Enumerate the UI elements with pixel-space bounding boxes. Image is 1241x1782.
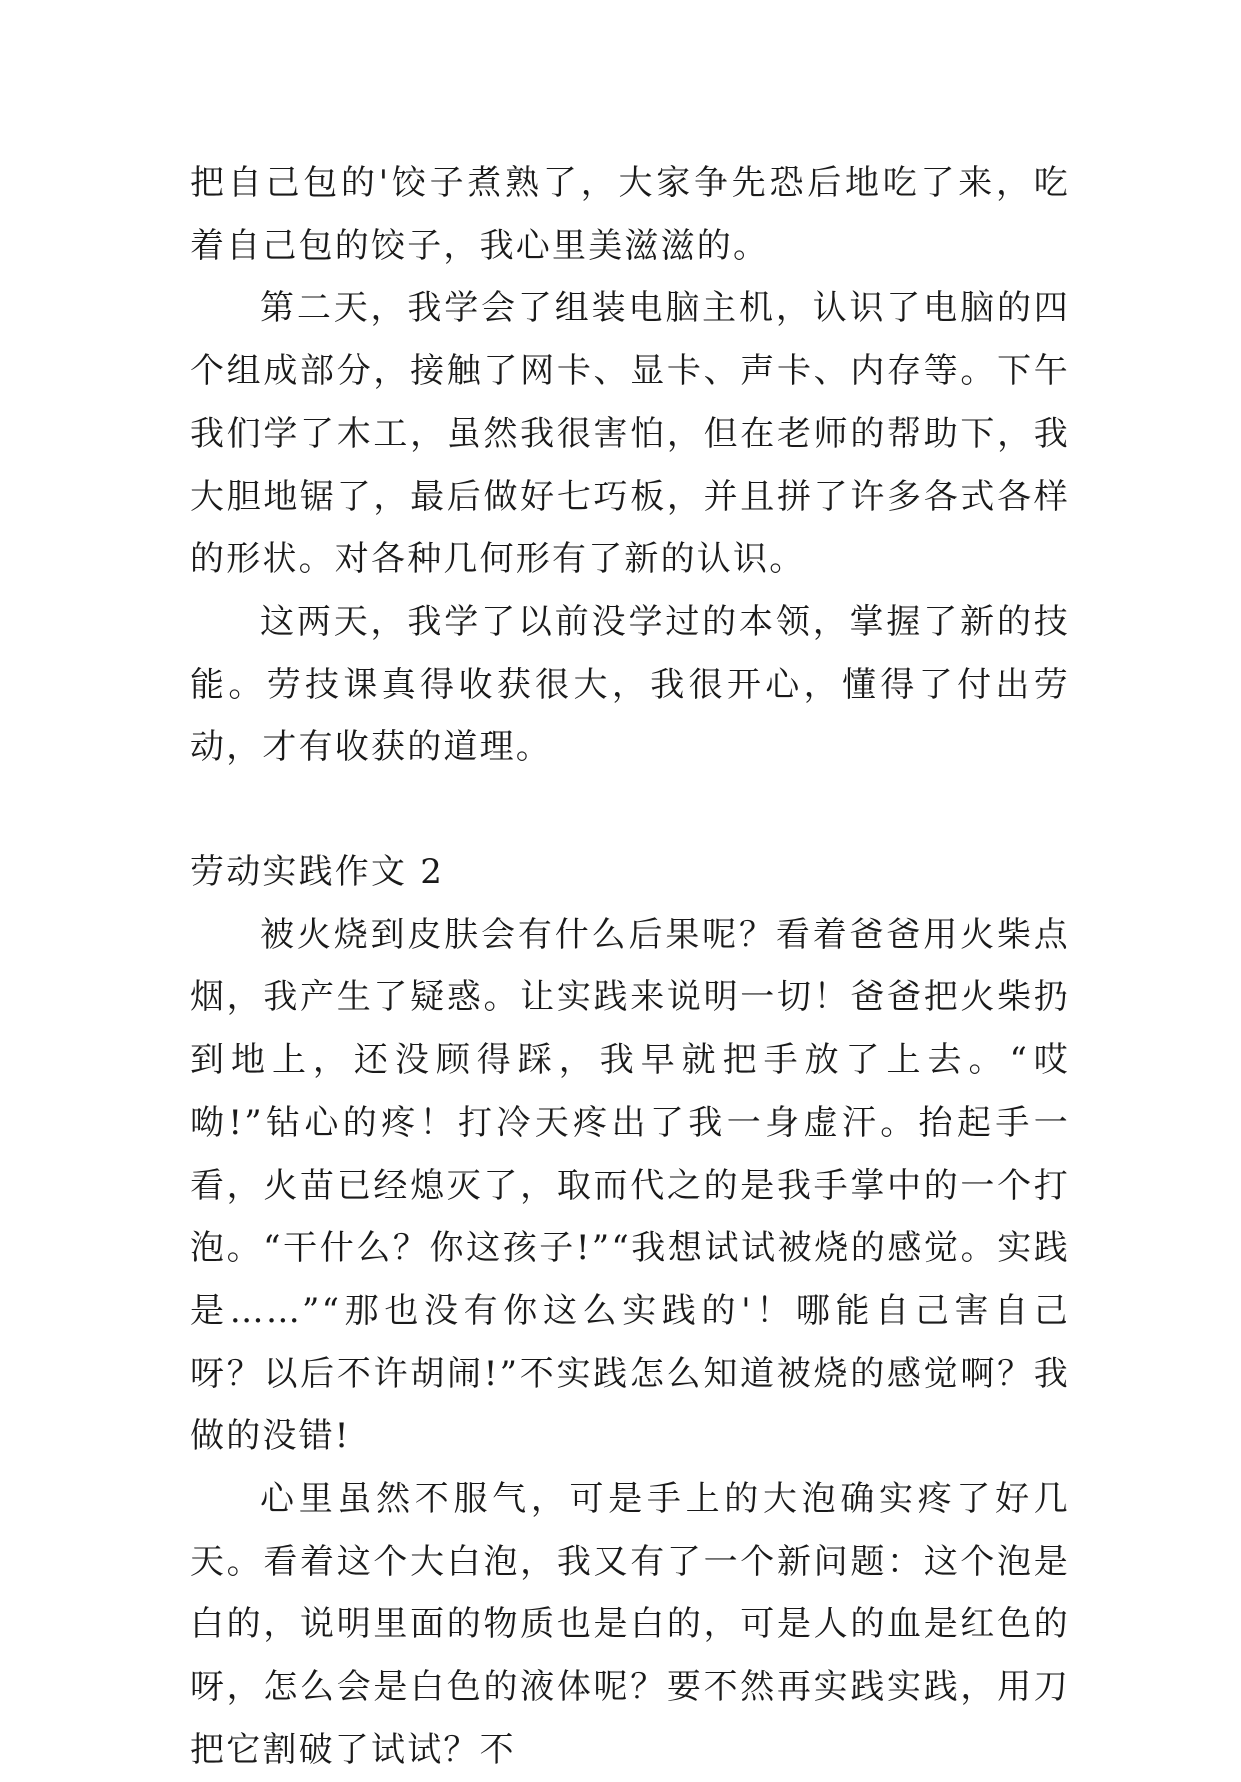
paragraph: 心里虽然不服气，可是手上的大泡确实疼了好几天。看着这个大白泡，我又有了一个新问题：这个泡是白的，说明里面的物质也是白的，可是人的血是红色的呀，怎么会是白色的液体呢？要不然再实践实践，用刀把它割破了试试？不 <box>190 1479 1070 1770</box>
paragraph: 被火烧到皮肤会有什么后果呢？看着爸爸用火柴点烟，我产生了疑惑。让实践来说明一切！爸爸把火柴扔到地上，还没顾得踩，我早就把手放了上去。“哎呦!”钻心的疼！打冷天疼出了我一身虚汗。抬起手一看，火苗已经熄灭了，取而代之的是我手掌中的一个打泡。“干什么？你这孩子!”“我想试试被烧的感觉。实践是……”“那也没有你这么实践的'！哪能自己害自己呀？以后不许胡闹!”不实践怎么知道被烧的感觉啊？我做的没错! <box>190 914 1070 1457</box>
document-body <box>190 152 1070 1782</box>
section-title: 劳动实践作文 2 <box>190 852 445 893</box>
paragraph: 把自己包的'饺子煮熟了，大家争先恐后地吃了来，吃着自己包的饺子，我心里美滋滋的。 <box>190 163 1070 266</box>
paragraph: 这两天，我学了以前没学过的本领，掌握了新的技能。劳技课真得收获很大，我很开心，懂得了付出劳动，才有收获的道理。 <box>190 601 1070 768</box>
section-spacer <box>190 779 1070 841</box>
paragraph: 第二天，我学会了组装电脑主机，认识了电脑的四个组成部分，接触了网卡、显卡、声卡、内存等。下午我们学了木工，虽然我很害怕，但在老师的帮助下，我大胆地锯了，最后做好七巧板，并且拼了许多各式各样的形状。对各种几何形有了新的认识。 <box>190 288 1070 580</box>
